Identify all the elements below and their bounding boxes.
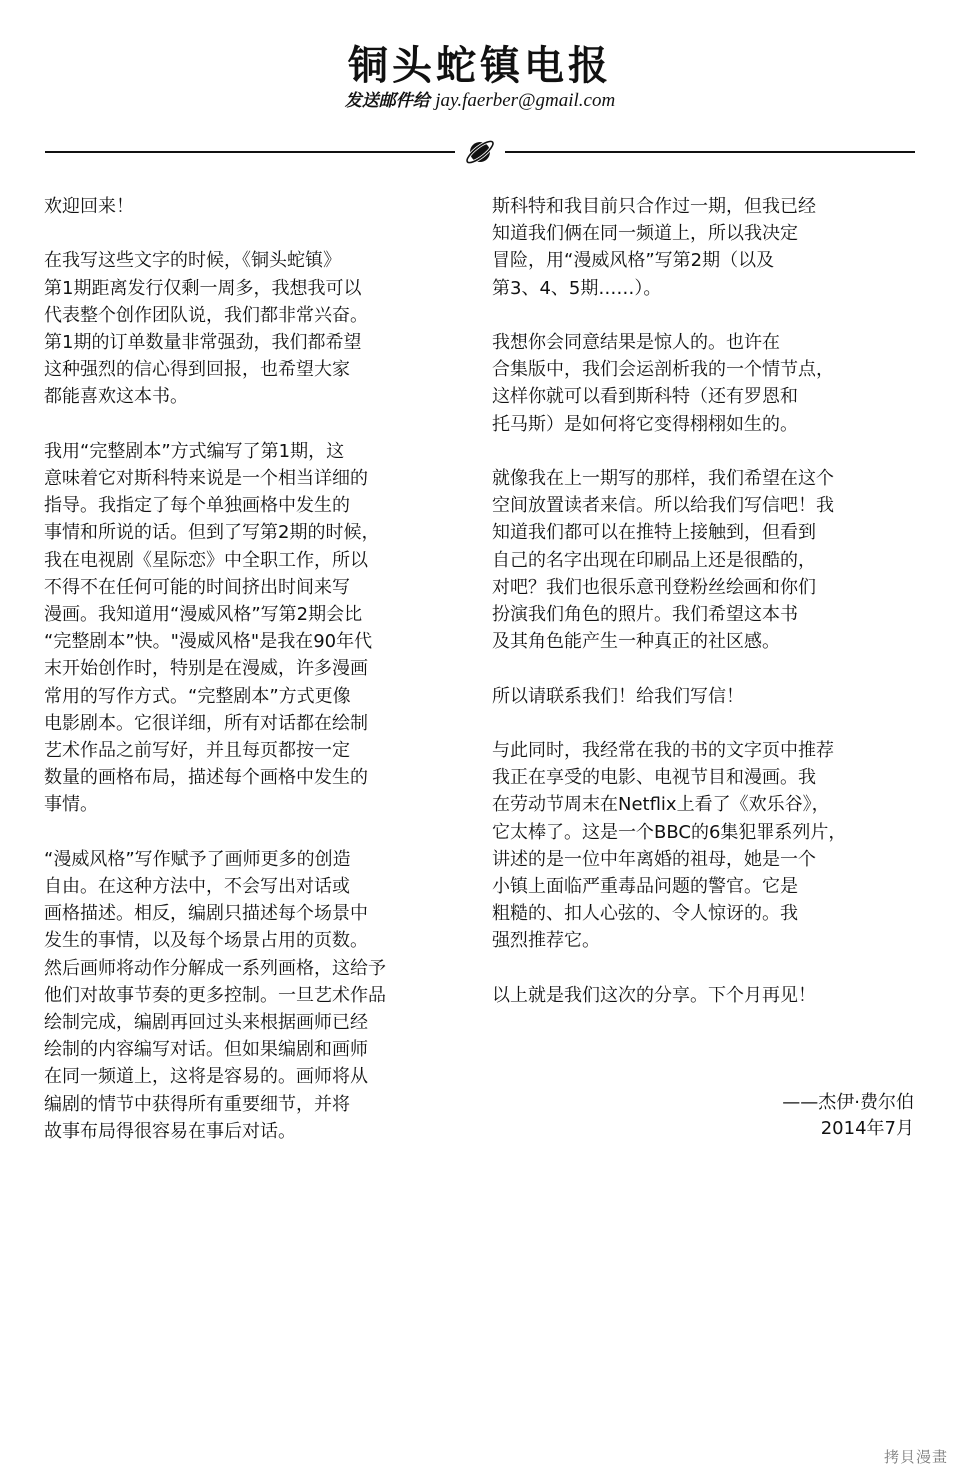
signature-date: 2014年7月 [820, 1118, 914, 1139]
text-line: 代表整个创作团队说，我们都非常兴奋。 [44, 304, 368, 326]
right-column [492, 193, 924, 1036]
paragraph [492, 737, 924, 955]
text-line: 故事布局得很容易在事后对话。 [44, 1120, 296, 1142]
text-line: 冒险，用“漫威风格”写第2期（以及 [492, 250, 775, 272]
text-line: 在劳动节周末在Netflix上看了《欢乐谷》， [492, 794, 830, 816]
text-line: 绘制完成，编剧再回过头来根据画师已经 [44, 1012, 368, 1034]
header-divider [45, 132, 915, 172]
text-line: 欢迎回来！ [44, 196, 134, 217]
text-line: 然后画师将动作分解成一系列画格，这给予 [44, 957, 386, 979]
divider-rule-left [45, 151, 455, 153]
text-line: 艺术作品之前写好，并且每页都按一定 [44, 740, 350, 762]
text-line: 这样你就可以看到斯科特（还有罗恩和 [492, 386, 798, 408]
paragraph [492, 683, 924, 710]
text-line: 常用的写作方式。“完整剧本”方式更像 [44, 685, 351, 707]
text-line: 在我写这些文字的时候，《铜头蛇镇》 [44, 250, 341, 272]
text-line: 它太棒了。这是一个BBC的6集犯罪系列片， [492, 821, 847, 843]
text-line: 及其角色能产生一种真正的社区感。 [492, 631, 780, 653]
text-line: 自己的名字出现在印刷品上还是很酷的， [492, 549, 816, 571]
text-line: 数量的画格布局，描述每个画格中发生的 [44, 767, 368, 789]
text-line: 绘制的内容编写对话。但如果编剧和画师 [44, 1039, 368, 1061]
signature-name: ——杰伊·费尔伯 [782, 1092, 914, 1113]
text-line: 讲述的是一位中年离婚的祖母，她是一个 [492, 848, 816, 870]
text-line: 我用“完整剧本”方式编写了第1期，这 [44, 440, 345, 462]
text-line: 第1期距离发行仅剩一周多，我想我可以 [44, 277, 362, 299]
subtitle-email: jay.faerber@gmail.com [435, 90, 616, 111]
paragraph [44, 846, 484, 1145]
text-line: 都能喜欢这本书。 [44, 386, 188, 408]
paragraph [44, 247, 484, 410]
text-line: 知道我们俩在同一频道上，所以我决定 [492, 223, 798, 245]
text-line: 漫画。我知道用“漫威风格”写第2期会比 [44, 604, 363, 626]
signature-block [782, 1090, 914, 1142]
text-line: 自由。在这种方法中，不会写出对话或 [44, 876, 350, 898]
text-line: 粗糙的、扣人心弦的、令人惊讶的。我 [492, 903, 798, 925]
left-column [44, 193, 484, 1172]
text-line: 知道我们都可以在推特上接触到，但看到 [492, 522, 816, 544]
text-line: 小镇上面临严重毒品问题的警官。它是 [492, 876, 798, 898]
planet-icon [463, 133, 497, 171]
text-line: 我正在享受的电影、电视节目和漫画。我 [492, 767, 816, 789]
text-line: 扮演我们角色的照片。我们希望这本书 [492, 604, 798, 626]
text-line: 就像我在上一期写的那样，我们希望在这个 [492, 468, 834, 489]
text-line: 事情。 [44, 794, 98, 816]
subtitle [0, 90, 960, 112]
text-line: 意味着它对斯科特来说是一个相当详细的 [44, 468, 368, 489]
text-line: 这种强烈的信心得到回报，也希望大家 [44, 359, 350, 381]
text-line: 空间放置读者来信。所以给我们写信吧！我 [492, 495, 834, 517]
text-line: 第1期的订单数量非常强劲，我们都希望 [44, 332, 362, 353]
paragraph [44, 193, 484, 220]
text-line: 第3、4、5期……）。 [492, 277, 662, 299]
paragraph [492, 982, 924, 1009]
paragraph [44, 438, 484, 819]
text-line: 编剧的情节中获得所有重要细节，并将 [44, 1093, 350, 1115]
paragraph [492, 329, 924, 438]
text-line: 合集版中，我们会运剖析我的一个情节点， [492, 359, 834, 381]
text-line: 指导。我指定了每个单独画格中发生的 [44, 495, 350, 517]
text-line: 斯科特和我目前只合作过一期，但我已经 [492, 196, 816, 217]
text-line: 画格描述。相反，编剧只描述每个场景中 [44, 903, 368, 925]
text-line: 在同一频道上，这将是容易的。画师将从 [44, 1066, 368, 1088]
text-line: “漫威风格”写作赋予了画师更多的创造 [44, 848, 351, 870]
divider-rule-right [505, 151, 915, 153]
text-line: 托马斯）是如何将它变得栩栩如生的。 [492, 413, 798, 435]
text-line: 我在电视剧《星际恋》中全职工作，所以 [44, 549, 368, 571]
text-line: 所以请联系我们！给我们写信！ [492, 685, 744, 707]
text-line: 我想你会同意结果是惊人的。也许在 [492, 332, 780, 353]
text-line: 强烈推荐它。 [492, 930, 600, 952]
text-line: 他们对故事节奏的更多控制。一旦艺术作品 [44, 984, 386, 1006]
text-line: 电影剧本。它很详细，所有对话都在绘制 [44, 712, 368, 734]
text-line: 事情和所说的话。但到了写第2期的时候， [44, 522, 380, 544]
text-line: 对吧？我们也很乐意刊登粉丝绘画和你们 [492, 576, 816, 598]
paragraph [492, 193, 924, 302]
text-line: 与此同时，我经常在我的书的文字页中推荐 [492, 740, 834, 761]
text-line: 以上就是我们这次的分享。下个月再见！ [492, 984, 816, 1006]
text-line: 末开始创作时，特别是在漫威，许多漫画 [44, 658, 368, 680]
page-title: 铜头蛇镇电报 [348, 43, 612, 89]
paragraph [492, 465, 924, 655]
text-line: “完整剧本”快。"漫威风格"是我在90年代 [44, 631, 373, 653]
watermark: 拷貝漫畫 [883, 1448, 948, 1466]
text-line: 发生的事情，以及每个场景占用的页数。 [44, 930, 368, 952]
subtitle-label: 发送邮件给 [344, 91, 430, 111]
text-line: 不得不在任何可能的时间挤出时间来写 [44, 576, 350, 598]
